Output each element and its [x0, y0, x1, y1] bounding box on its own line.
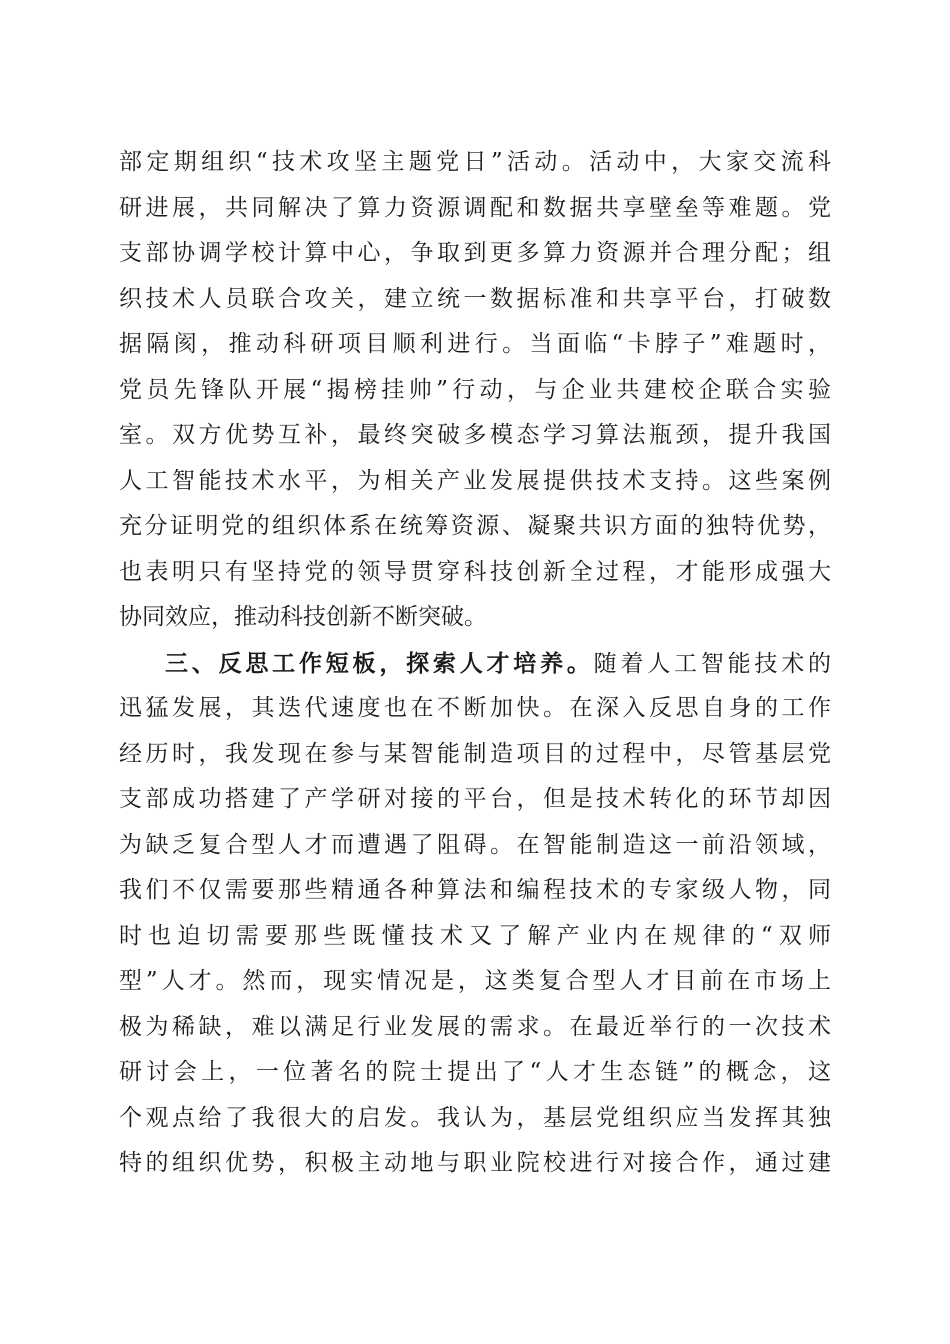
- text-line: 型”人才。然而，现实情况是，这类复合型人才目前在市场上: [119, 968, 831, 994]
- text-line: 我们不仅需要那些精通各种算法和编程技术的专家级人物，同: [119, 877, 831, 903]
- text-line: 充分证明党的组织体系在统筹资源、凝聚共识方面的独特优势，: [119, 513, 831, 539]
- paragraph-first-line: [119, 641, 831, 687]
- document-body: [119, 140, 831, 1187]
- text-line: 经历时，我发现在参与某智能制造项目的过程中，尽管基层党: [119, 740, 831, 767]
- text-line: 也表明只有坚持党的领导贯穿科技创新全过程，才能形成强大: [119, 558, 831, 585]
- paragraph-2: [119, 641, 831, 1187]
- text-line: 迅猛发展，其迭代速度也在不断加快。在深入反思自身的工作: [119, 695, 831, 721]
- paragraph-1: [119, 140, 831, 641]
- section-heading: 三、反思工作短板，探索人才培养。: [165, 649, 594, 677]
- text-line: 研讨会上，一位著名的院士提出了“人才生态链”的概念，这: [119, 1059, 831, 1085]
- text-line: 支部成功搭建了产学研对接的平台，但是技术转化的环节却因: [119, 786, 831, 812]
- text-line: 协同效应，推动科技创新不断突破。: [119, 604, 487, 630]
- text-line: 时也迫切需要那些既懂技术又了解产业内在规律的“双师: [119, 922, 831, 949]
- text-line: 室。双方优势互补，最终突破多模态学习算法瓶颈，提升我国: [119, 422, 831, 448]
- text-line: 特的组织优势，积极主动地与职业院校进行对接合作，通过建: [119, 1150, 831, 1176]
- text-line: 个观点给了我很大的启发。我认为，基层党组织应当发挥其独: [119, 1104, 831, 1131]
- text-line: 研进展，共同解决了算力资源调配和数据共享壁垒等难题。党: [119, 194, 831, 221]
- text-line: 据隔阂，推动科研项目顺利进行。当面临“卡脖子”难题时，: [119, 331, 831, 357]
- text-line: 极为稀缺，难以满足行业发展的需求。在最近举行的一次技术: [119, 1013, 831, 1040]
- text-line: 党员先锋队开展“揭榜挂帅”行动，与企业共建校企联合实验: [119, 376, 831, 403]
- text-line: 支部协调学校计算中心，争取到更多算力资源并合理分配；组: [119, 240, 831, 266]
- text-line: 部定期组织“技术攻坚主题党日”活动。活动中，大家交流科: [119, 149, 831, 175]
- text-line: 为缺乏复合型人才而遭遇了阻碍。在智能制造这一前沿领域，: [119, 831, 831, 858]
- heading-continuation: 随着人工智能技术的: [593, 650, 832, 677]
- text-line: 织技术人员联合攻关，建立统一数据标准和共享平台，打破数: [119, 285, 831, 312]
- text-line: 人工智能技术水平，为相关产业发展提供技术支持。这些案例: [119, 467, 831, 494]
